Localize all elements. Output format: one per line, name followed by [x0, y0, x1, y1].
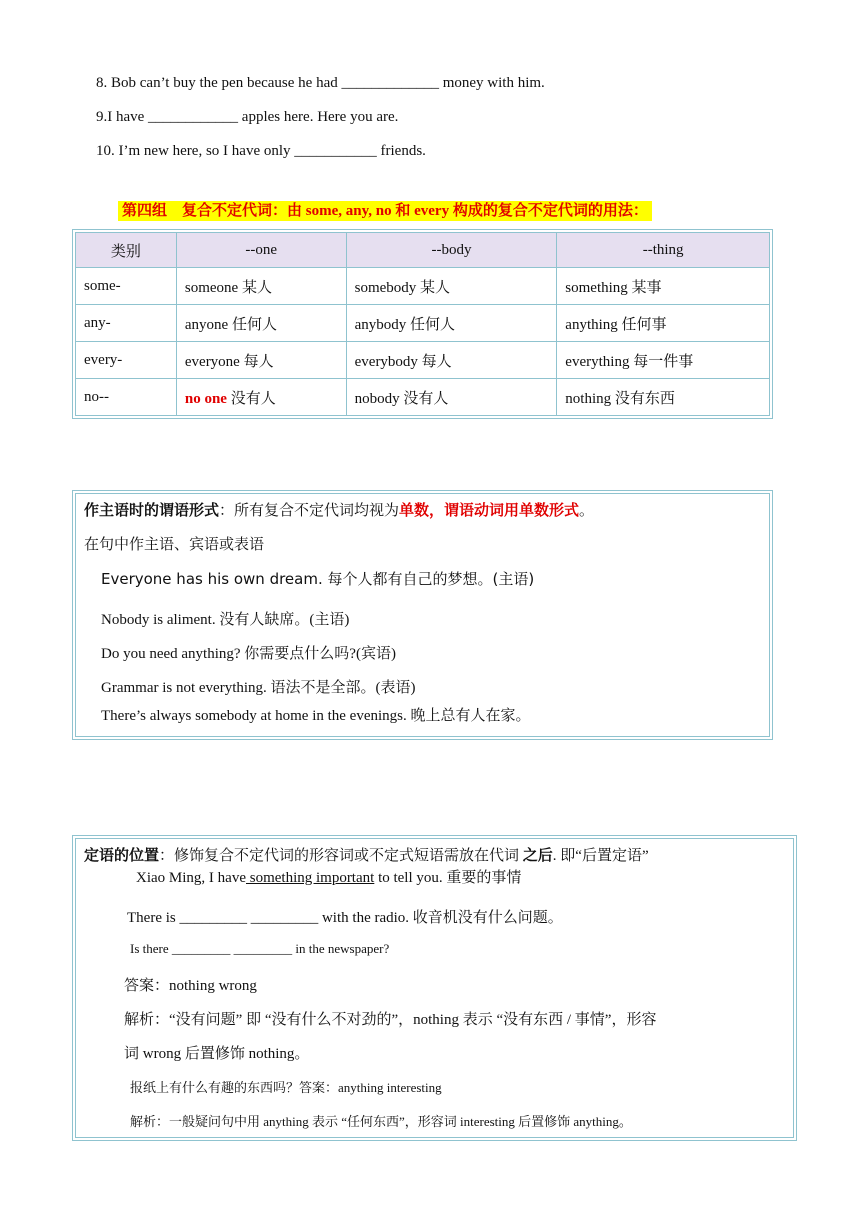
- cell-body: nobody 没有人: [346, 379, 557, 416]
- box2-title-bold: 之后: [519, 848, 553, 864]
- box1-emphasis: 单数，谓语动词用单数形式: [399, 503, 580, 519]
- table-row: [76, 305, 770, 342]
- cell-one: someone 某人: [176, 268, 346, 305]
- cell-prefix: no--: [76, 379, 177, 416]
- question-9: 9.I have ____________ apples here. Here you are.: [96, 109, 399, 125]
- box1-end: 。: [579, 503, 595, 519]
- box2-title: 定语的位置: [84, 848, 160, 864]
- box2-title-line: [84, 844, 649, 865]
- question-10: 10. I’m new here, so I have only ___________ friends.: [96, 143, 426, 159]
- cell-thing: something 某事: [557, 268, 770, 305]
- section-heading: 第四组 复合不定代词：由 some, any, no 和 every 构成的复合不定代词的用法：: [118, 201, 652, 221]
- box2-analysis-1a: 解析：“没有问题” 即 “没有什么不对劲的”，nothing 表示 “没有东西 / 事情”，形容: [124, 1012, 657, 1028]
- box2-question-2: Is there _________ _________ in the newspaper?: [130, 941, 390, 956]
- box1-title-sep: ：所有复合不定代词均视为: [219, 503, 400, 519]
- box2-example-pre: Xiao Ming, I have: [136, 870, 246, 886]
- cell-thing: everything 每一件事: [557, 342, 770, 379]
- table-row: [76, 379, 770, 416]
- header-one: --one: [176, 233, 346, 268]
- box2-analysis-1b: 词 wrong 后置修饰 nothing。: [124, 1046, 310, 1062]
- box2-analysis-2: 解析：一般疑问句中用 anything 表示 “任何东西”，形容词 interesting 后置修饰 anything。: [130, 1114, 632, 1129]
- header-body: --body: [346, 233, 557, 268]
- cell-body: somebody 某人: [346, 268, 557, 305]
- table-header-row: [76, 233, 770, 268]
- cell-prefix: every-: [76, 342, 177, 379]
- cell-one-rest: 没有人: [226, 390, 276, 407]
- box2-question-1: There is _________ _________ with the radio. 收音机没有什么问题。: [127, 910, 563, 926]
- cell-body: everybody 每人: [346, 342, 557, 379]
- example-subject-2: Nobody is aliment. 没有人缺席。(主语): [101, 612, 350, 628]
- box2-title-end: . 即“后置定语”: [552, 848, 649, 864]
- box1-line2: 在句中作主语、宾语或表语: [84, 537, 265, 553]
- table-row: [76, 268, 770, 305]
- highlight-no-one: no one: [184, 390, 227, 407]
- example-object: Do you need anything? 你需要点什么吗?(宾语): [101, 646, 396, 662]
- pronoun-table: [75, 232, 770, 416]
- cell-body: anybody 任何人: [346, 305, 557, 342]
- cell-prefix: some-: [76, 268, 177, 305]
- box1-title: 作主语时的谓语形式: [84, 503, 220, 519]
- box2-title-rest: ：修饰复合不定代词的形容词或不定式短语需放在代词: [159, 848, 520, 864]
- table-row: [76, 342, 770, 379]
- header-category: 类别: [76, 233, 177, 268]
- question-8: 8. Bob can’t buy the pen because he had _____________ money with him.: [96, 75, 545, 91]
- cell-prefix: any-: [76, 305, 177, 342]
- example-somebody: There’s always somebody at home in the evenings. 晚上总有人在家。: [101, 708, 531, 724]
- box1-title-line: [84, 499, 594, 520]
- example-subject-1: Everyone has his own dream. 每个人都有自己的梦想。(主语): [101, 570, 535, 588]
- box2-answer-1: 答案：nothing wrong: [124, 978, 257, 994]
- cell-thing: nothing 没有东西: [557, 379, 770, 416]
- example-predicative: Grammar is not everything. 语法不是全部。(表语): [101, 680, 416, 696]
- cell-thing: anything 任何事: [557, 305, 770, 342]
- cell-one: [176, 379, 346, 416]
- box2-example-post: to tell you. 重要的事情: [374, 870, 522, 886]
- cell-one: anyone 任何人: [176, 305, 346, 342]
- header-thing: --thing: [557, 233, 770, 268]
- box2-example: [136, 866, 521, 887]
- box2-answer-2: 报纸上有什么有趣的东西吗？答案：anything interesting: [130, 1080, 442, 1095]
- cell-one: everyone 每人: [176, 342, 346, 379]
- box2-example-underlined: something important: [245, 870, 375, 886]
